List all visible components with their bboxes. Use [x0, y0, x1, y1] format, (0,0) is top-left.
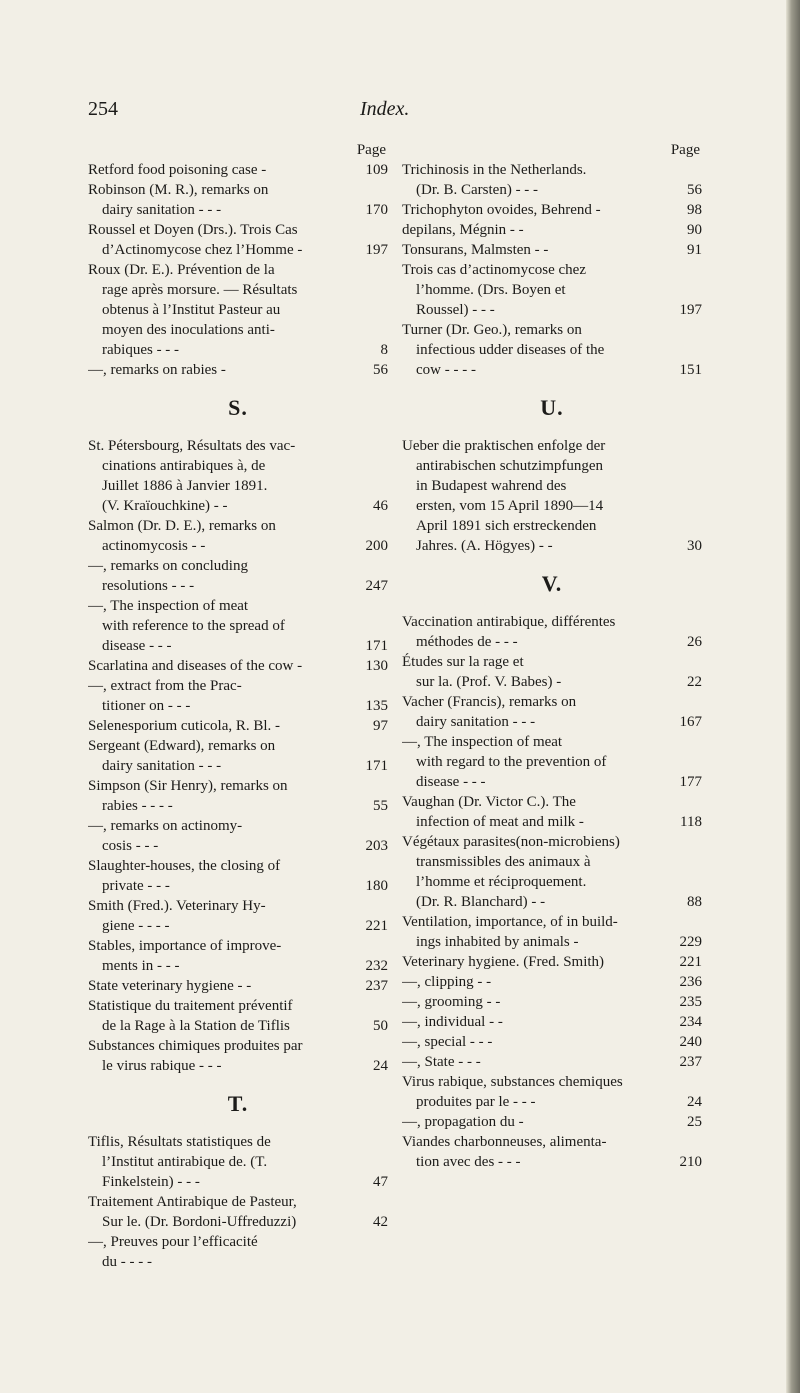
entry-text: infectious udder diseases of the [416, 342, 605, 358]
entry-text: disease - - - [416, 774, 486, 790]
entry-text: méthodes de - - - [416, 634, 518, 650]
entry-text: Simpson (Sir Henry), remarks on [88, 778, 288, 794]
entry-text: sur la. (Prof. V. Babes) - [416, 674, 562, 690]
entry-line [402, 496, 702, 516]
entry-line [88, 1016, 388, 1036]
entry-page-number: 210 [679, 1154, 702, 1170]
entry-page-number: 98 [687, 202, 702, 218]
entry-line [88, 200, 388, 220]
entry-text: Selenesporium cuticola, R. Bl. - [88, 718, 281, 734]
index-entry [402, 436, 702, 556]
entry-line [88, 516, 388, 536]
entry-text: Smith (Fred.). Veterinary Hy- [88, 898, 266, 914]
entry-page-number: 177 [679, 774, 702, 790]
entry-page-number: 46 [373, 498, 388, 514]
entry-line [88, 836, 388, 856]
entry-line [88, 956, 388, 976]
index-entry [88, 1036, 388, 1076]
entry-text: —, remarks on actinomy- [88, 818, 243, 834]
entry-text: —, individual - - [402, 1014, 503, 1030]
entry-page-number: 236 [679, 974, 702, 990]
entry-page-number: 200 [365, 538, 388, 554]
entry-page-number: 247 [365, 578, 388, 594]
entry-line [402, 536, 702, 556]
entry-page-number: 25 [687, 1114, 702, 1130]
page-number: 254 [88, 98, 118, 120]
entry-page-number: 171 [365, 758, 388, 774]
index-entry [402, 1132, 702, 1172]
entry-line [88, 936, 388, 956]
entry-line [88, 796, 388, 816]
entry-line [88, 1152, 388, 1172]
entry-text: Trois cas d’actinomycose chez [402, 262, 586, 278]
entry-text: giene - - - - [102, 918, 170, 934]
index-entry [402, 200, 702, 220]
entry-line [402, 220, 702, 240]
entry-text: Statistique du traitement préventif [88, 998, 293, 1014]
index-entry [402, 1072, 702, 1112]
entry-page-number: 26 [687, 634, 702, 650]
entry-text: transmissibles des animaux à [416, 854, 591, 870]
entry-line [88, 456, 388, 476]
index-entry [402, 220, 702, 240]
entry-line [88, 280, 388, 300]
entry-line [402, 180, 702, 200]
entry-text: Sur le. (Dr. Bordoni-Uffreduzzi) [102, 1214, 297, 1230]
entry-page-number: 8 [380, 342, 388, 358]
entry-line [402, 260, 702, 280]
entry-line [402, 772, 702, 792]
entry-line [402, 812, 702, 832]
entry-line [402, 712, 702, 732]
entry-line [88, 876, 388, 896]
entry-line [88, 220, 388, 240]
entry-text: Stables, importance of improve- [88, 938, 282, 954]
entry-line [88, 736, 388, 756]
entry-text: Végétaux parasites(non-microbiens) [402, 834, 620, 850]
entry-line [88, 976, 388, 996]
index-entry [88, 1192, 388, 1232]
entry-page-number: 237 [679, 1054, 702, 1070]
index-entry [88, 260, 388, 360]
entry-text: Roux (Dr. E.). Prévention de la [88, 262, 275, 278]
entry-line [402, 200, 702, 220]
entry-text: resolutions - - - [102, 578, 195, 594]
entry-text: dairy sanitation - - - [416, 714, 536, 730]
entry-page-number: 24 [373, 1058, 388, 1074]
entry-page-number: 221 [365, 918, 388, 934]
entry-text: cow - - - - [416, 362, 476, 378]
entry-line [88, 260, 388, 280]
entry-text: disease - - - [102, 638, 172, 654]
index-entry [402, 1032, 702, 1052]
entry-line [88, 776, 388, 796]
entry-text: (V. Kraïouchkine) - - [102, 498, 228, 514]
entry-line [402, 652, 702, 672]
index-entry [402, 992, 702, 1012]
entry-text: Vacher (Francis), remarks on [402, 694, 577, 710]
entry-text: Virus rabique, substances chemiques [402, 1074, 623, 1090]
entry-text: rabiques - - - [102, 342, 180, 358]
entry-text: Tiflis, Résultats statistiques de [88, 1134, 271, 1150]
entry-text: Roussel) - - - [416, 302, 495, 318]
entry-text: Salmon (Dr. D. E.), remarks on [88, 518, 276, 534]
page-column-label: Page [670, 142, 700, 158]
entry-line [88, 676, 388, 696]
index-entry [88, 360, 388, 380]
entry-page-number: 47 [373, 1174, 388, 1190]
index-entry [402, 160, 702, 200]
entry-text: Turner (Dr. Geo.), remarks on [402, 322, 582, 338]
entry-text: —, The inspection of meat [88, 598, 249, 614]
entry-line [402, 852, 702, 872]
entry-line [402, 300, 702, 320]
entry-line [402, 436, 702, 456]
entry-line [402, 932, 702, 952]
entry-text: Vaccination antirabique, différentes [402, 614, 616, 630]
entry-page-number: 170 [365, 202, 388, 218]
index-entry [88, 1132, 388, 1192]
entry-line [88, 340, 388, 360]
entry-page-number: 232 [365, 958, 388, 974]
entry-text: with reference to the spread of [102, 618, 285, 634]
entry-line [88, 856, 388, 876]
entry-line [402, 320, 702, 340]
entry-line [88, 1252, 388, 1272]
entry-text: Veterinary hygiene. (Fred. Smith) [402, 954, 605, 970]
entry-text: tion avec des - - - [416, 1154, 521, 1170]
entry-line [88, 916, 388, 936]
entry-line [88, 996, 388, 1016]
entry-line [88, 240, 388, 260]
entry-line [402, 240, 702, 260]
index-entry [88, 736, 388, 776]
entry-page-number: 197 [679, 302, 702, 318]
entry-page-number: 130 [365, 658, 388, 674]
entry-text: ments in - - - [102, 958, 180, 974]
entry-line [88, 656, 388, 676]
index-entry [402, 792, 702, 832]
index-entry [88, 1232, 388, 1272]
entry-line [88, 1212, 388, 1232]
index-entry [88, 516, 388, 556]
entry-page-number: 50 [373, 1018, 388, 1034]
entry-text: Viandes charbonneuses, alimenta- [402, 1134, 607, 1150]
entry-line [402, 280, 702, 300]
entry-text: —, State - - - [402, 1054, 481, 1070]
entry-text: moyen des inoculations anti- [102, 322, 275, 338]
entry-text: Scarlatina and diseases of the cow - [88, 658, 303, 674]
index-entry [402, 652, 702, 692]
entry-line [88, 696, 388, 716]
entry-text: in Budapest wahrend des [416, 478, 567, 494]
entry-line [402, 1012, 702, 1032]
entry-line [88, 476, 388, 496]
entry-text: —, remarks on rabies - [88, 362, 226, 378]
entry-page-number: 234 [679, 1014, 702, 1030]
entry-text: —, grooming - - [402, 994, 501, 1010]
entry-text: —, extract from the Prac- [88, 678, 242, 694]
entry-line [402, 160, 702, 180]
entry-text: rage après morsure. — Résultats [102, 282, 298, 298]
entry-line [402, 476, 702, 496]
entry-line [88, 1192, 388, 1212]
entry-line [402, 972, 702, 992]
index-entry [88, 996, 388, 1036]
entry-text: d’Actinomycose chez l’Homme - [102, 242, 303, 258]
entry-text: depilans, Mégnin - - [402, 222, 524, 238]
index-entry [402, 260, 702, 320]
entry-line [88, 496, 388, 516]
entry-page-number: 88 [687, 894, 702, 910]
entry-text: titioner on - - - [102, 698, 191, 714]
entry-line [402, 892, 702, 912]
entry-text: Substances chimiques produites par [88, 1038, 303, 1054]
index-entry [402, 832, 702, 912]
index-entry [402, 972, 702, 992]
page-header [0, 98, 800, 128]
entry-line [88, 180, 388, 200]
entry-page-number: 90 [687, 222, 702, 238]
entry-page-number: 56 [373, 362, 388, 378]
section-letter: U. [540, 395, 564, 420]
entry-text: —, propagation du - [402, 1114, 524, 1130]
entry-text: Études sur la rage et [402, 654, 524, 670]
entry-text: du - - - - [102, 1254, 152, 1270]
entry-page-number: 55 [373, 798, 388, 814]
index-entry [88, 596, 388, 656]
entry-line [88, 616, 388, 636]
entry-text: ings inhabited by animals - [416, 934, 579, 950]
entry-line [88, 1232, 388, 1252]
entry-text: State veterinary hygiene - - [88, 978, 252, 994]
entry-line [402, 752, 702, 772]
page-edge [786, 0, 800, 1393]
entry-line [402, 692, 702, 712]
entry-line [88, 360, 388, 380]
entry-text: Jahres. (A. Högyes) - - [416, 538, 553, 554]
entry-line [402, 672, 702, 692]
entry-line [402, 872, 702, 892]
entry-text: —, special - - - [402, 1034, 493, 1050]
entry-line [402, 632, 702, 652]
entry-text: Robinson (M. R.), remarks on [88, 182, 269, 198]
entry-text: l’homme et réciproquement. [416, 874, 587, 890]
section-letter: S. [228, 395, 248, 420]
index-entry [88, 856, 388, 896]
entry-text: —, The inspection of meat [402, 734, 563, 750]
entry-page-number: 109 [365, 162, 388, 178]
entry-page-number: 24 [687, 1094, 702, 1110]
entry-text: Vaughan (Dr. Victor C.). The [402, 794, 576, 810]
entry-page-number: 151 [679, 362, 702, 378]
index-entry [88, 556, 388, 596]
index-entry [88, 160, 388, 180]
entry-line [402, 340, 702, 360]
entry-text: rabies - - - - [102, 798, 173, 814]
entry-line [402, 516, 702, 536]
entry-text: —, clipping - - [402, 974, 492, 990]
entry-line [88, 160, 388, 180]
entry-text: —, remarks on concluding [88, 558, 248, 574]
entry-line [402, 832, 702, 852]
entry-line [88, 1172, 388, 1192]
right-column [402, 140, 702, 1172]
entry-text: Finkelstein) - - - [102, 1174, 200, 1190]
entry-line [402, 1052, 702, 1072]
entry-line [402, 952, 702, 972]
entry-line [402, 1092, 702, 1112]
entry-line [88, 576, 388, 596]
entry-line [88, 716, 388, 736]
index-entry [88, 656, 388, 676]
entry-page-number: 167 [679, 714, 702, 730]
entry-page-number: 97 [373, 718, 388, 734]
index-entry [88, 716, 388, 736]
entry-text: Retford food poisoning case - [88, 162, 267, 178]
entry-line [402, 1032, 702, 1052]
entry-text: infection of meat and milk - [416, 814, 584, 830]
index-entry [402, 1112, 702, 1132]
entry-text: antirabischen schutzimpfungen [416, 458, 604, 474]
index-entry [88, 936, 388, 976]
index-entry [88, 220, 388, 260]
entry-text: Trichinosis in the Netherlands. [402, 162, 587, 178]
entry-line [402, 1132, 702, 1152]
entry-line [88, 1036, 388, 1056]
entry-text: Sergeant (Edward), remarks on [88, 738, 276, 754]
entry-text: dairy sanitation - - - [102, 758, 222, 774]
entry-line [88, 556, 388, 576]
index-entry [402, 1012, 702, 1032]
index-entry [402, 952, 702, 972]
entry-text: produites par le - - - [416, 1094, 536, 1110]
entry-line [402, 1112, 702, 1132]
index-entry [402, 320, 702, 380]
entry-line [402, 456, 702, 476]
entry-text: Slaughter-houses, the closing of [88, 858, 281, 874]
section-letter: T. [227, 1091, 249, 1116]
entry-line [402, 732, 702, 752]
left-column [88, 140, 388, 1272]
entry-line [88, 1132, 388, 1152]
entry-text: ersten, vom 15 April 1890—14 [416, 498, 604, 514]
entry-text: (Dr. B. Carsten) - - - [416, 182, 539, 198]
entry-text: Juillet 1886 à Janvier 1891. [102, 478, 268, 494]
index-entry [88, 180, 388, 220]
entry-page-number: 197 [365, 242, 388, 258]
entry-line [88, 896, 388, 916]
entry-page-number: 56 [687, 182, 702, 198]
index-entry [88, 436, 388, 516]
entry-line [402, 992, 702, 1012]
entry-line [88, 596, 388, 616]
index-entry [402, 732, 702, 792]
index-entry [88, 976, 388, 996]
entry-page-number: 240 [679, 1034, 702, 1050]
index-entry [402, 612, 702, 652]
entry-text: obtenus à l’Institut Pasteur au [102, 302, 281, 318]
entry-page-number: 22 [687, 674, 702, 690]
entry-text: cosis - - - [102, 838, 159, 854]
entry-text: with regard to the prevention of [416, 754, 607, 770]
entry-text: private - - - [102, 878, 170, 894]
entry-line [88, 1056, 388, 1076]
entry-text: cinations antirabiques à, de [102, 458, 266, 474]
index-entry [88, 676, 388, 716]
entry-line [402, 792, 702, 812]
entry-page-number: 30 [687, 538, 702, 554]
entry-line [402, 360, 702, 380]
index-entry [88, 816, 388, 856]
entry-line [88, 756, 388, 776]
entry-page-number: 91 [687, 242, 702, 258]
entry-text: Roussel et Doyen (Drs.). Trois Cas [88, 222, 298, 238]
entry-text: de la Rage à la Station de Tiflis [102, 1018, 290, 1034]
page-column-label: Page [356, 142, 386, 158]
entry-text: St. Pétersbourg, Résultats des vac- [88, 438, 296, 454]
entry-line [88, 436, 388, 456]
entry-text: (Dr. R. Blanchard) - - [416, 894, 546, 910]
index-entry [402, 692, 702, 732]
index-entry [402, 912, 702, 952]
index-entry [402, 240, 702, 260]
entry-text: dairy sanitation - - - [102, 202, 222, 218]
entry-line [88, 816, 388, 836]
entry-line [88, 300, 388, 320]
entry-text: Trichophyton ovoides, Behrend - [402, 202, 601, 218]
entry-page-number: 229 [679, 934, 702, 950]
entry-line [88, 320, 388, 340]
entry-text: l’Institut antirabique de. (T. [102, 1154, 268, 1170]
entry-text: —, Preuves pour l’efficacité [88, 1234, 258, 1250]
entry-line [88, 536, 388, 556]
entry-text: le virus rabique - - - [102, 1058, 222, 1074]
entry-line [402, 1152, 702, 1172]
entry-line [402, 912, 702, 932]
entry-page-number: 118 [680, 814, 702, 830]
entry-text: Ueber die praktischen enfolge der [402, 438, 606, 454]
index-entry [88, 776, 388, 816]
entry-page-number: 237 [365, 978, 388, 994]
section-letter: V. [541, 571, 563, 596]
entry-text: l’homme. (Drs. Boyen et [416, 282, 566, 298]
entry-line [402, 1072, 702, 1092]
entry-line [402, 612, 702, 632]
entry-text: Ventilation, importance, of in build- [402, 914, 618, 930]
running-title: Index. [360, 98, 410, 120]
entry-page-number: 221 [679, 954, 702, 970]
entry-page-number: 235 [679, 994, 702, 1010]
entry-page-number: 135 [365, 698, 388, 714]
entry-text: Tonsurans, Malmsten - - [402, 242, 549, 258]
entry-page-number: 203 [365, 838, 388, 854]
entry-text: actinomycosis - - [102, 538, 206, 554]
index-entry [88, 896, 388, 936]
entry-page-number: 42 [373, 1214, 388, 1230]
entry-text: April 1891 sich erstreckenden [416, 518, 597, 534]
entry-line [88, 636, 388, 656]
entry-page-number: 171 [365, 638, 388, 654]
entry-text: Traitement Antirabique de Pasteur, [88, 1194, 297, 1210]
entry-page-number: 180 [365, 878, 388, 894]
index-entry [402, 1052, 702, 1072]
